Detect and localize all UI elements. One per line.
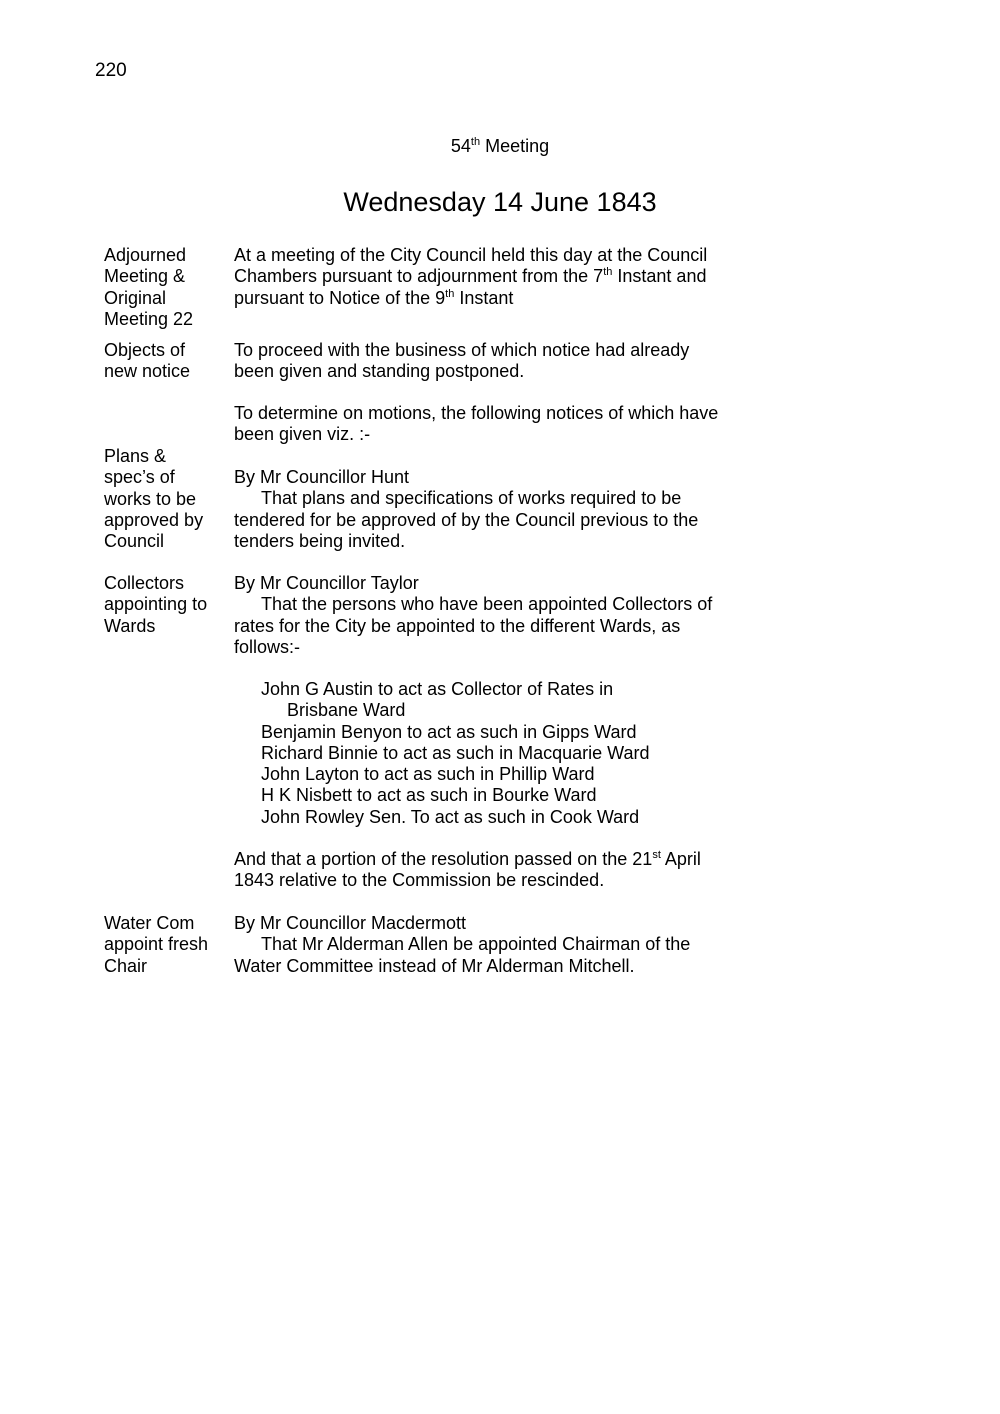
paragraph-rescind: And that a portion of the resolution passed on the 21st April 1843 relative to the Commission be rescinded. [234, 849, 701, 891]
list-item: H K Nisbett to act as such in Bourke Ward [261, 785, 597, 806]
paragraph-meeting-intro: At a meeting of the City Council held this day at the Council Chambers pursuant to adjournment from the 7th Instant and pursuant to Notice of the 9th Instant [234, 245, 708, 308]
motion-hunt: By Mr Councillor Hunt That plans and specifications of works required to be tendered for be approved of by the Council previous to the tenders being invited. [234, 467, 774, 552]
margin-note-water: Water Com appoint fresh Chair [104, 913, 209, 976]
motion-heading: By Mr Councillor Taylor [234, 573, 419, 593]
margin-note-objects: Objects of new notice [104, 340, 191, 382]
margin-note-plans: Plans & spec’s of works to be approved by Council [104, 446, 204, 552]
list-item: John Layton to act as such in Phillip Ward [261, 764, 595, 785]
page-number: 220 [95, 60, 127, 81]
meeting-date: Wednesday 14 June 1843 [343, 187, 657, 217]
list-item: John G Austin to act as Collector of Rates in [261, 679, 614, 699]
paragraph-objects: To proceed with the business of which notice had already been given and standing postponed. [234, 340, 690, 382]
list-item: Brisbane Ward [287, 700, 406, 721]
paragraph-determine-motions: To determine on motions, the following notices of which have been given viz. :- [234, 403, 719, 445]
motion-heading: By Mr Councillor Macdermott [234, 913, 467, 933]
collectors-list [234, 679, 774, 828]
motion-heading: By Mr Councillor Hunt [234, 467, 410, 487]
meeting-number: 54th Meeting [450, 136, 550, 156]
margin-note-adjourned: Adjourned Meeting & Original Meeting 22 [104, 245, 194, 329]
motion-macdermott: By Mr Councillor Macdermott That Mr Alderman Allen be appointed Chairman of the Water Committee instead of Mr Alderman Mitchell. [234, 913, 774, 977]
list-item: John Rowley Sen. To act as such in Cook Ward [261, 806, 640, 827]
list-item: Richard Binnie to act as such in Macquarie Ward [261, 742, 650, 763]
margin-note-collectors: Collectors appointing to Wards [104, 573, 208, 636]
motion-taylor: By Mr Councillor Taylor That the persons who have been appointed Collectors of rates for the City be appointed to the different Wards, as follows:- [234, 573, 774, 658]
list-item: Benjamin Benyon to act as such in Gipps Ward [261, 721, 637, 742]
